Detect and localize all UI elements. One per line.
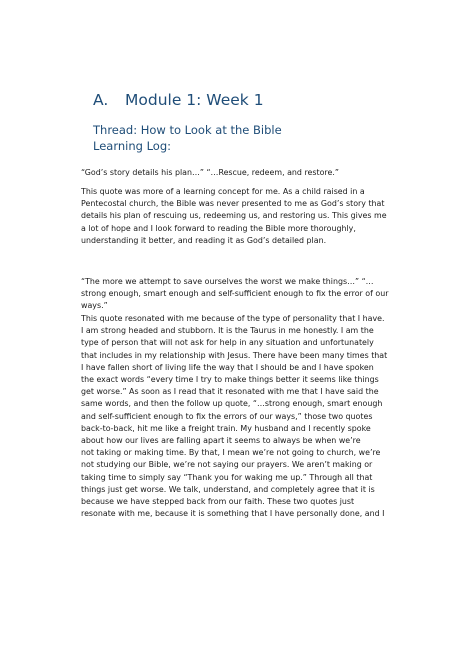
paragraph-2	[81, 313, 411, 520]
quote-1-line: “God’s story details his plan…” “…Rescue, redeem, and restore.”	[81, 168, 339, 177]
paragraph-1-line: details his plan of rescuing us, redeeming us, and restoring us. This gives me	[81, 211, 387, 221]
quote-2-line: “The more we attempt to save ourselves the worst we make things…” “…	[81, 277, 374, 286]
paragraph-2-line: that includes in my relationship with Jesus. There have been many times that	[81, 350, 388, 360]
paragraph-2-line: because we have stepped back from our faith. These two quotes just	[81, 497, 355, 507]
paragraph-2-line: about how our lives are falling apart it seems to always be when we’re	[81, 436, 361, 446]
paragraph-2-line: same words, and then the follow up quote, “…strong enough, smart enough	[81, 399, 383, 409]
paragraph-2-line: type of person that will not ask for help in any situation and unfortunately	[81, 338, 374, 348]
paragraph-2-line: taking time to simply say “Thank you for waking me up.” Through all that	[81, 472, 373, 482]
paragraph-2-line: back-to-back, hit me like a freight train. My husband and I recently spoke	[81, 423, 371, 433]
section-heading	[93, 91, 264, 109]
paragraph-2-line: I have fallen short of living life the way that I should be and I have spoken	[81, 362, 374, 372]
paragraph-2-line: things just get worse. We talk, understand, and completely agree that it is	[81, 484, 375, 494]
thread-heading	[93, 123, 282, 154]
paragraph-2-line: the exact words “every time I try to make things better it seems like things	[81, 375, 379, 385]
paragraph-1	[81, 186, 411, 247]
paragraph-2-line: and self-sufficient enough to fix the errors of our ways,” those two quotes	[81, 411, 373, 421]
quote-2-line: strong enough, smart enough and self-sufficient enough to fix the error of our	[81, 289, 389, 299]
paragraph-1-line: This quote was more of a learning concept for me. As a child raised in a	[81, 187, 365, 196]
paragraph-2-line: This quote resonated with me because of the type of personality that I have.	[81, 314, 385, 323]
section-title: Module 1: Week 1	[125, 91, 264, 109]
section-marker: A.	[93, 91, 109, 109]
thread-title: Thread: How to Look at the Bible	[93, 123, 282, 137]
paragraph-1-line: understanding it better, and reading it as God’s detailed plan.	[81, 235, 327, 245]
quote-2-line: ways.”	[81, 301, 108, 311]
paragraph-1-line: a lot of hope and I look forward to reading the Bible more thoroughly,	[81, 223, 356, 233]
learning-log-label: Learning Log:	[93, 138, 171, 153]
quote-1	[81, 167, 411, 179]
paragraph-2-line: resonate with me, because it is something that I have personally done, and I	[81, 509, 385, 519]
quote-2	[81, 276, 411, 313]
paragraph-1-line: Pentecostal church, the Bible was never presented to me as God’s story that	[81, 199, 385, 209]
paragraph-2-line: get worse.” As soon as I read that it resonated with me that I have said the	[81, 387, 379, 397]
paragraph-2-line: not studying our Bible, we’re not saying our prayers. We aren’t making or	[81, 460, 373, 470]
paragraph-2-line: not taking or making time. By that, I mean we’re not going to church, we’re	[81, 448, 381, 458]
paragraph-2-line: I am strong headed and stubborn. It is the Taurus in me honestly. I am the	[81, 326, 374, 336]
